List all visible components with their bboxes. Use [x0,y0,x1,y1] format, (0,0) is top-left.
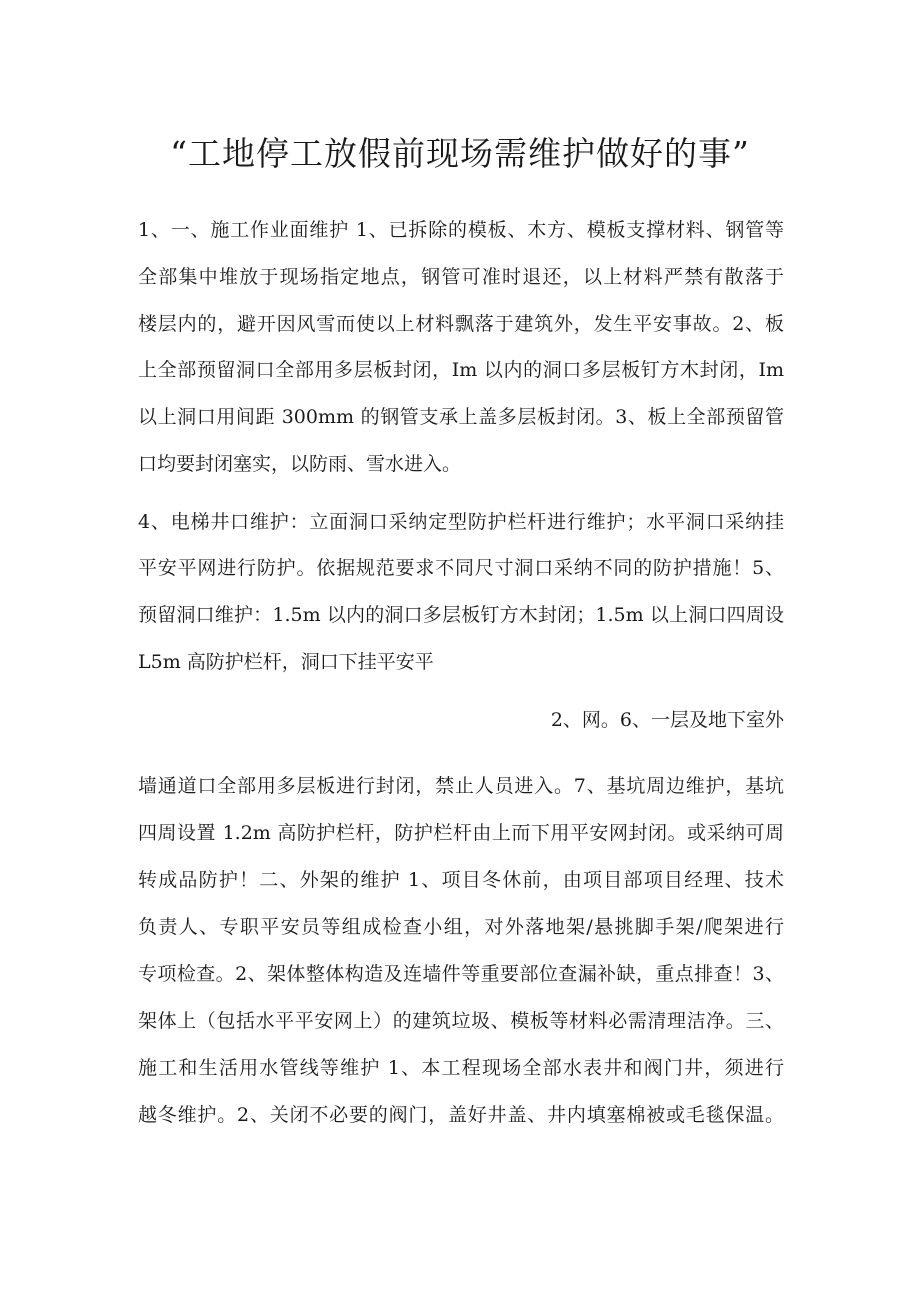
body-line: 转成品防护！二、外架的维护 1、项目冬休前，由项目部项目经理、技术 [138,869,784,891]
body-line: 四周设置 1.2m 高防护栏杆，防护栏杆由上而下用平安网封闭。或采纳可周 [138,822,784,844]
body-line: 楼层内的，避开因风雪而使以上材料飘落于建筑外，发生平安事故。2、板 [138,313,784,335]
body-line: 全部集中堆放于现场指定地点，钢管可准时退还，以上材料严禁有散落于 [138,266,784,288]
body-line: 预留洞口维护：1.5m 以内的洞口多层板钉方木封闭；1.5m 以上洞口四周设 [138,604,784,626]
body-line: 施工和生活用水管线等维护 1、本工程现场全部水表井和阀门井，须进行 [138,1057,784,1079]
body-line: L5m 高防护栏杆，洞口下挂平安平 [138,651,434,673]
body-line: 上全部预留洞口全部用多层板封闭，Im 以内的洞口多层板钉方木封闭，Im [138,359,784,381]
document-title: “工地停工放假前现场需维护做好的事” [170,134,750,173]
body-line: 越冬维护。2、关闭不必要的阀门，盖好井盖、井内填塞棉被或毛毯保温。 [138,1104,784,1126]
body-line: 平安平网进行防护。依据规范要求不同尺寸洞口采纳不同的防护措施！5、 [138,557,784,579]
body-line: 以上洞口用间距 300mm 的钢管支承上盖多层板封闭。3、板上全部预留管 [138,406,784,428]
body-line: 4、电梯井口维护：立面洞口采纳定型防护栏杆进行维护；水平洞口采纳挂 [138,511,784,533]
body-line: 负责人、专职平安员等组成检查小组，对外落地架/悬挑脚手架/爬架进行 [138,916,784,938]
body-line: 2、网。6、一层及地下室外 [550,709,784,731]
body-line: 专项检查。2、架体整体构造及连墙件等重要部位查漏补缺，重点排查！3、 [138,963,784,985]
body-line: 架体上（包括水平平安网上）的建筑垃圾、模板等材料必需清理洁净。三、 [138,1010,784,1032]
body-line: 1、一、施工作业面维护 1、已拆除的模板、木方、模板支撑材料、钢管等 [138,219,784,241]
body-line: 墙通道口全部用多层板进行封闭，禁止人员进入。7、基坑周边维护，基坑 [138,775,784,797]
body-line: 口均要封闭塞实，以防雨、雪水进入。 [138,453,462,475]
